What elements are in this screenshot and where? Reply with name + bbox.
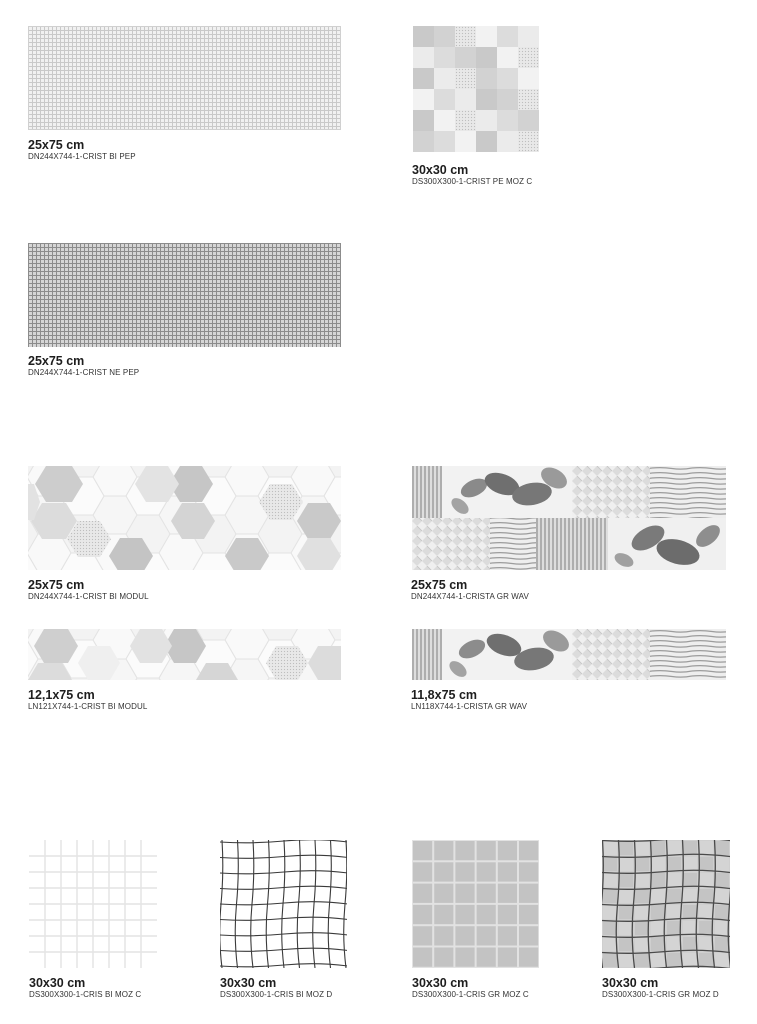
product-code: DN244X744-1-CRIST BI MODUL: [28, 592, 149, 601]
product-size: 25x75 cm: [411, 578, 468, 592]
tile-crist-pe-moz-c: [413, 26, 539, 153]
product-size: 25x75 cm: [28, 354, 85, 368]
product-code: DS300X300-1-CRIS BI MOZ C: [29, 990, 142, 999]
product-code: DS300X300-1-CRIS GR MOZ D: [602, 990, 719, 999]
product-code: DS300X300-1-CRIST PE MOZ C: [412, 177, 533, 186]
product-code: DN244X744-1-CRISTA GR WAV: [411, 592, 529, 601]
tile-crista-gr-wav-listello: [412, 629, 726, 680]
product-code: LN121X744-1-CRIST BI MODUL: [28, 702, 148, 711]
product-size: 30x30 cm: [412, 976, 469, 990]
tile-cris-bi-moz-c: [29, 840, 157, 968]
product-code: DN244X744-1-CRIST BI PEP: [28, 152, 136, 161]
tile-crist-bi-modul-listello: [28, 629, 341, 680]
product-size: 30x30 cm: [29, 976, 86, 990]
product-size: 12,1x75 cm: [28, 688, 95, 702]
tile-cris-gr-moz-c: [412, 840, 539, 968]
product-code: DN244X744-1-CRIST NE PEP: [28, 368, 140, 377]
tile-cris-bi-moz-d: [220, 840, 347, 968]
product-size: 25x75 cm: [28, 138, 85, 152]
tile-crist-bi-pep: [28, 26, 341, 130]
product-code: DS300X300-1-CRIS BI MOZ D: [220, 990, 333, 999]
product-size: 11,8x75 cm: [411, 688, 478, 702]
product-size: 30x30 cm: [412, 163, 469, 177]
product-code: DS300X300-1-CRIS GR MOZ C: [412, 990, 529, 999]
tile-crist-bi-modul: [28, 466, 341, 570]
product-size: 25x75 cm: [28, 578, 85, 592]
tile-cris-gr-moz-d: [602, 840, 730, 968]
product-size: 30x30 cm: [602, 976, 659, 990]
product-code: LN118X744-1-CRISTA GR WAV: [411, 702, 528, 711]
product-size: 30x30 cm: [220, 976, 277, 990]
tile-crista-gr-wav: [412, 466, 726, 570]
tile-crist-ne-pep: [28, 243, 341, 347]
